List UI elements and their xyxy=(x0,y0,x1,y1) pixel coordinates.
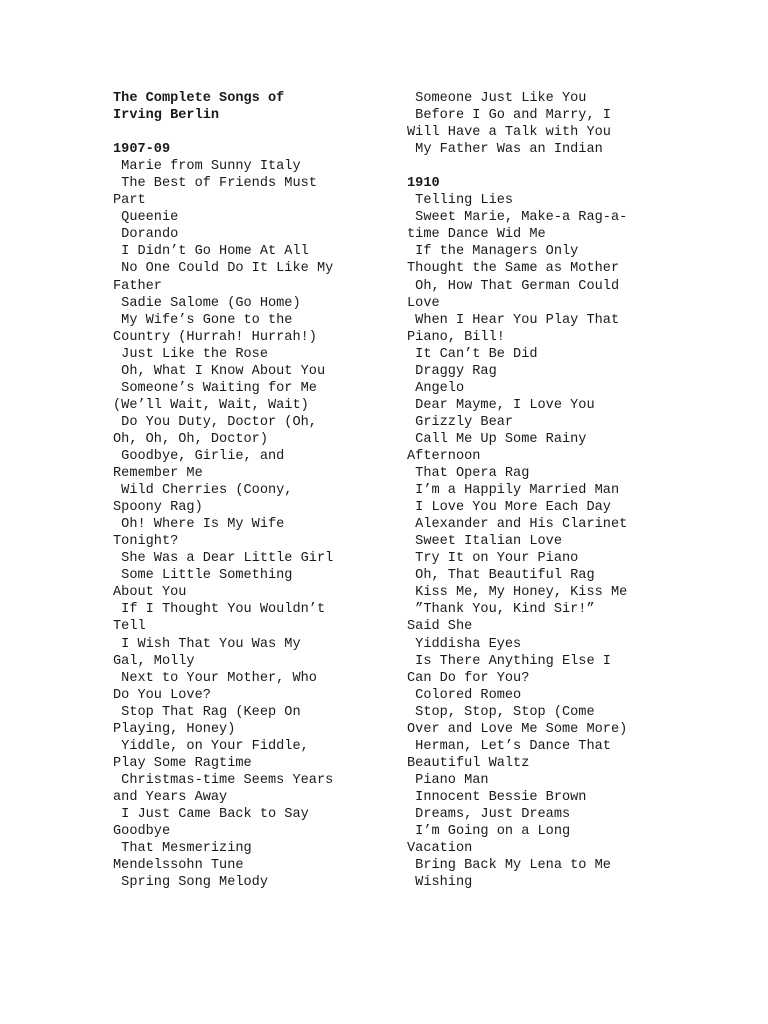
song-title-line: When I Hear You Play That xyxy=(407,312,620,328)
song-title-line: Telling Lies xyxy=(407,193,514,209)
song-title-line: Call Me Up Some Rainy xyxy=(407,431,587,447)
song-title-line: ”Thank You, Kind Sir!” xyxy=(407,602,595,618)
song-title-line: Said She xyxy=(407,619,473,635)
song-title-line: Tonight? xyxy=(113,534,179,550)
song-title-line: Is There Anything Else I xyxy=(407,653,611,669)
song-title-line: Kiss Me, My Honey, Kiss Me xyxy=(407,585,628,601)
song-title-line: I Just Came Back to Say xyxy=(113,806,309,822)
song-title-line: Innocent Bessie Brown xyxy=(407,789,587,805)
song-title-line: Yiddisha Eyes xyxy=(407,636,522,652)
song-title-line: Sweet Marie, Make-a Rag-a- xyxy=(407,210,628,226)
song-title-line: My Wife’s Gone to the xyxy=(113,312,293,328)
song-title-line: Oh, Oh, Oh, Doctor) xyxy=(113,431,268,447)
song-title-line: Goodbye xyxy=(113,824,171,840)
song-title-line: I Wish That You Was My xyxy=(113,636,301,652)
song-title-line: Marie from Sunny Italy xyxy=(113,159,301,175)
song-title-line: Will Have a Talk with You xyxy=(407,125,611,141)
song-title-line: Sweet Italian Love xyxy=(407,534,562,550)
song-title-line: The Best of Friends Must xyxy=(113,176,317,192)
section-heading: 1910 xyxy=(407,176,440,192)
song-title-line: Angelo xyxy=(407,380,465,396)
song-title-line: Part xyxy=(113,193,146,209)
song-title-line: Mendelssohn Tune xyxy=(113,858,244,874)
song-title-line: Father xyxy=(113,278,162,294)
spacer xyxy=(113,124,413,141)
song-title-line: My Father Was an Indian xyxy=(407,142,603,158)
song-title-line: and Years Away xyxy=(113,789,228,805)
song-title-line: Draggy Rag xyxy=(407,363,497,379)
song-title-line: Sadie Salome (Go Home) xyxy=(113,295,301,311)
left-column xyxy=(113,90,413,891)
song-title-line: Some Little Something xyxy=(113,568,293,584)
song-title-line: Oh, That Beautiful Rag xyxy=(407,568,595,584)
song-title-line: Dear Mayme, I Love You xyxy=(407,397,595,413)
song-title-line: If I Thought You Wouldn’t xyxy=(113,602,326,618)
song-title-line: It Can’t Be Did xyxy=(407,346,538,362)
song-title-line: Afternoon xyxy=(407,448,481,464)
song-title-line: She Was a Dear Little Girl xyxy=(113,551,334,567)
song-title-line: Tell xyxy=(113,619,146,635)
song-title-line: Oh, How That German Could xyxy=(407,278,620,294)
spacer xyxy=(407,158,707,175)
song-title-line: Play Some Ragtime xyxy=(113,755,252,771)
song-title-line: I Didn’t Go Home At All xyxy=(113,244,309,260)
song-title-line: Before I Go and Marry, I xyxy=(407,108,611,124)
song-title-line: Stop That Rag (Keep On xyxy=(113,704,301,720)
song-title-line: time Dance Wid Me xyxy=(407,227,546,243)
song-title-line: I Love You More Each Day xyxy=(407,500,611,516)
song-title-line: Someone’s Waiting for Me xyxy=(113,380,317,396)
section-heading: The Complete Songs of xyxy=(113,91,285,106)
section-heading: Irving Berlin xyxy=(113,108,220,124)
song-title-line: Spring Song Melody xyxy=(113,875,268,891)
song-title-line: Next to Your Mother, Who xyxy=(113,670,317,686)
song-title-line: Piano Man xyxy=(407,772,489,788)
song-title-line: Goodbye, Girlie, and xyxy=(113,448,285,464)
song-title-line: Gal, Molly xyxy=(113,653,195,669)
song-title-line: Grizzly Bear xyxy=(407,414,514,430)
song-title-line: Herman, Let’s Dance That xyxy=(407,738,611,754)
song-title-line: Spoony Rag) xyxy=(113,500,203,516)
song-title-line: Piano, Bill! xyxy=(407,329,505,345)
song-title-line: If the Managers Only xyxy=(407,244,579,260)
song-title-line: That Opera Rag xyxy=(407,466,530,482)
song-title-line: Love xyxy=(407,295,440,311)
song-title-line: Dreams, Just Dreams xyxy=(407,806,571,822)
song-title-line: (We’ll Wait, Wait, Wait) xyxy=(113,397,309,413)
right-column xyxy=(407,90,707,891)
song-title-line: Stop, Stop, Stop (Come xyxy=(407,704,595,720)
song-title-line: No One Could Do It Like My xyxy=(113,261,334,277)
song-title-line: Wishing xyxy=(407,875,473,891)
song-title-line: Oh, What I Know About You xyxy=(113,363,326,379)
song-title-line: Thought the Same as Mother xyxy=(407,261,620,277)
song-title-line: Someone Just Like You xyxy=(407,91,587,106)
song-title-line: Playing, Honey) xyxy=(113,721,236,737)
song-title-line: I’m Going on a Long xyxy=(407,824,571,840)
song-title-line: Just Like the Rose xyxy=(113,346,268,362)
song-title-line: Bring Back My Lena to Me xyxy=(407,858,611,874)
song-title-line: Country (Hurrah! Hurrah!) xyxy=(113,329,317,345)
song-title-line: Do You Duty, Doctor (Oh, xyxy=(113,414,317,430)
song-title-line: Try It on Your Piano xyxy=(407,551,579,567)
song-title-line: Alexander and His Clarinet xyxy=(407,517,628,533)
song-title-line: Dorando xyxy=(113,227,179,243)
song-title-line: That Mesmerizing xyxy=(113,841,252,857)
song-title-line: Colored Romeo xyxy=(407,687,522,703)
song-title-line: Yiddle, on Your Fiddle, xyxy=(113,738,309,754)
song-title-line: Do You Love? xyxy=(113,687,211,703)
song-title-line: Queenie xyxy=(113,210,179,226)
song-title-line: Wild Cherries (Coony, xyxy=(113,483,293,499)
song-title-line: Vacation xyxy=(407,841,473,857)
song-title-line: I’m a Happily Married Man xyxy=(407,483,620,499)
song-title-line: Christmas-time Seems Years xyxy=(113,772,334,788)
song-title-line: Beautiful Waltz xyxy=(407,755,530,771)
song-title-line: Oh! Where Is My Wife xyxy=(113,517,285,533)
section-heading: 1907-09 xyxy=(113,142,171,158)
song-title-line: Can Do for You? xyxy=(407,670,530,686)
song-title-line: Remember Me xyxy=(113,466,203,482)
song-title-line: About You xyxy=(113,585,187,601)
song-title-line: Over and Love Me Some More) xyxy=(407,721,628,737)
